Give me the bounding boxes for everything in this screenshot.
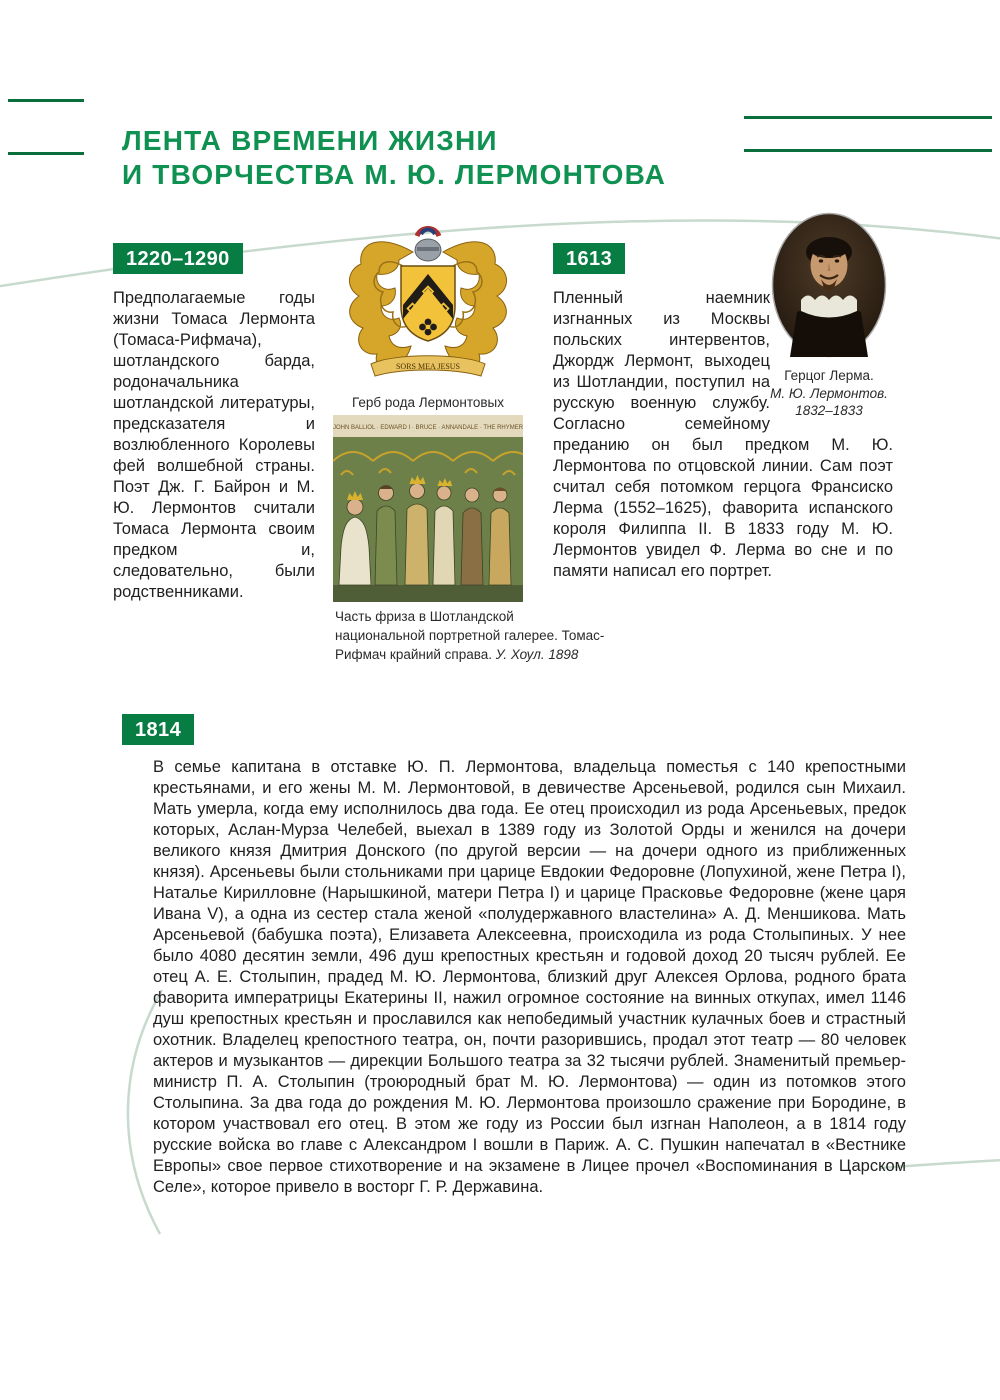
- date-badge-1814: 1814: [122, 714, 194, 745]
- coat-of-arms-caption: Герб рода Лермонтовых: [351, 395, 505, 410]
- portrait-caption-artist: М. Ю. Лермонтов.: [770, 385, 888, 401]
- era-1613-text: Пленный наемник изгнанных из Москвы польских интервентов, Джордж Лермонт, выходец из Шотландии, поступил на русскую военную службу. Согласно семейному преданию он был предком М. Ю. Лермонтова по отцовской линии. Сам поэт считал себя потомком герцога Франсиско Лерма (1552–1625), фаворита испанского короля Филиппа II. В 1833 году М. Ю. Лермонтов увидел Ф. Лерма во сне и по памяти написал его портрет.: [553, 289, 893, 580]
- portrait-caption-title: Герцог Лерма.: [784, 368, 874, 383]
- crest-shield: [401, 266, 455, 341]
- top-left-rule-2: [8, 152, 84, 155]
- fresco-caption-credit: У. Хоул. 1898: [495, 647, 579, 663]
- top-right-rule-2: [744, 149, 992, 152]
- fresco-caption-text: Часть фриза в Шотландской национальной портретной галерее. Томас-Рифмач крайний справа.: [335, 609, 605, 663]
- era-1220-paragraph: Предполагаемые годы жизни Томаса Лермонта (Томаса-Рифмача), шотландского барда, родоначальника шотландской литературы, предсказателя и возлюбленного Королевы фей волшебной страны. Поэт Дж. Г. Байрон и М. Ю. Лермонтов считали Томаса Лермонта своим предком и, следовательно, были родственниками.: [113, 289, 315, 601]
- page-title: [122, 124, 666, 191]
- date-badge-1613: 1613: [553, 243, 625, 274]
- crest-helmet: [415, 229, 441, 262]
- crest-motto-ribbon: [371, 356, 485, 376]
- coat-of-arms-figure: [333, 222, 523, 412]
- top-left-rule-1: [8, 99, 84, 102]
- date-badge-1220-1290: 1220–1290: [113, 243, 243, 274]
- lerma-portrait-illustration: [771, 212, 887, 358]
- page-title-line2: И ТВОРЧЕСТВА М. Ю. ЛЕРМОНТОВА: [122, 158, 667, 190]
- fresco-illustration: [333, 415, 523, 602]
- fresco-caption: [335, 607, 607, 664]
- svg-text:JOHN BALLIOL · EDWARD I · BRUC: JOHN BALLIOL · EDWARD I · BRUCE · ANNANDALE · THE RHYMER: [333, 425, 523, 431]
- lerma-portrait-caption: [760, 367, 898, 420]
- fresco-figure: [333, 415, 523, 607]
- lerma-portrait-figure: [760, 212, 898, 420]
- portrait-caption-years: 1832–1833: [795, 403, 863, 419]
- era-1220-section: [113, 243, 315, 603]
- coat-of-arms-illustration: [333, 222, 523, 383]
- top-right-rule-1: [744, 116, 992, 119]
- page-title-line1: ЛЕНТА ВРЕМЕНИ ЖИЗНИ: [122, 125, 498, 156]
- era-1814-paragraph: В семье капитана в отставке Ю. П. Лермонтова, владельца поместья с 140 крепостными крестьянами, и его жены М. М. Лермонтовой, в девичестве Арсеньевой, родился сын Михаил. Мать умерла, когда ему исполнилось два года. Ее отец происходил из рода Арсеньевых, предок которых, Аслан-Мурза Челебей, выехал в 1389 году из Золотой Орды и женился на дочери великого князя Дмитрия Донского (по другой версии — на дочери одного из приближенных князя). Арсеньевы были стольниками при царице Евдокии Федоровне (Лопухиной, жене Петра I), Наталье Кирилловне (Нарышкиной, матери Петра I) и царице Прасковье Федоровне (жене царя Ивана V), а одна из сестер стала женой «полудержавного властелина» А. Д. Меншикова. Мать Арсеньевой (бабушка поэта), Елизавета Алексеевна, происходила из рода Столыпиных. У нее было 4080 десятин земли, 496 душ крепостных крестьян и годовой доход 20 тысяч рублей. Ее отец А. Е. Столыпин, прадед М. Ю. Лермонтова, близкий друг Алексея Орлова, родного брата фаворита императрицы Екатерины II, нажил огромное состояние на винных откупах, имел 1146 душ крепостных крестьян и прославился как непобедимый участник кулачных боев и страстный охотник. Владелец крепостного театра, он, почти разорившись, продал этот театр — 80 человек актеров и музыкантов — дирекции Большого театра за 32 тысячи рублей. Знаменитый премьер-министр П. А. Столыпин (троюродный брат М. Ю. Лермонтова) — один из потомков этого Столыпина. За два года до рождения М. Ю. Лермонтова произошло сражение при Бородине, в котором участвовал его отец. В этом же году из России был изгнан Наполеон, а в 1814 году русские войска во главе с Александром I вошли в Париж. А. С. Пушкин напечатал в «Вестнике Европы» свое первое стихотворение и на экзамене в Лицее прочел «Воспоминания в Царском Селе», которое привело в восторг Г. Р. Державина.: [153, 758, 906, 1196]
- svg-text:SORS MEA JESUS: SORS MEA JESUS: [395, 362, 461, 371]
